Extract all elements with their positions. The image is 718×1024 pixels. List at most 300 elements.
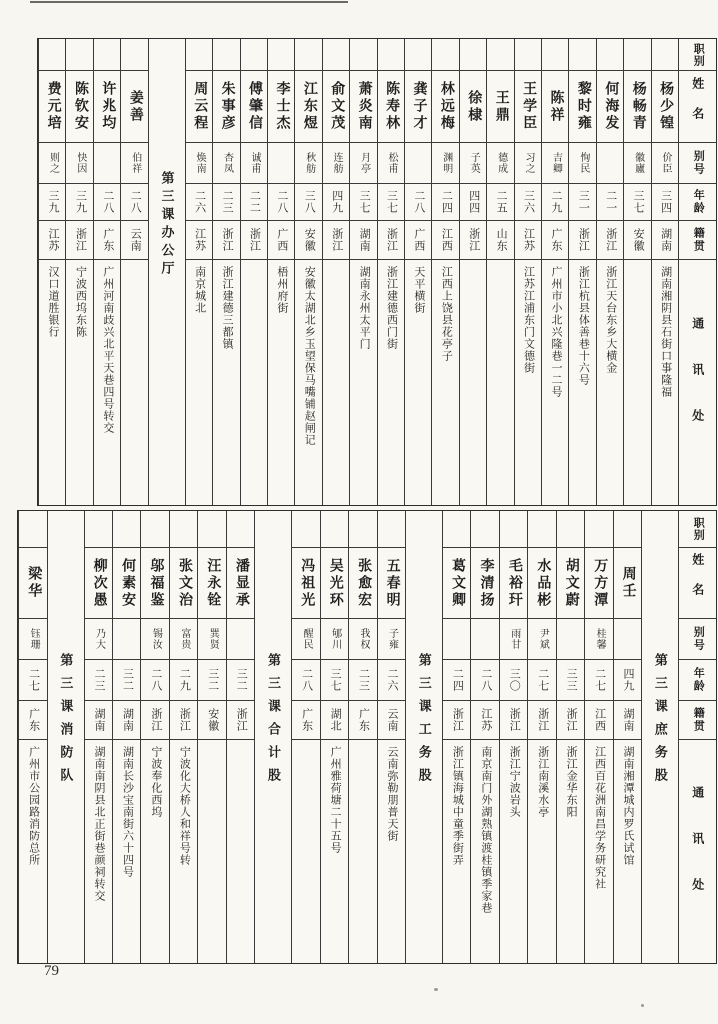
alias-cell [652, 143, 678, 184]
position-cell [39, 39, 65, 71]
age-cell [39, 184, 65, 221]
section-column [405, 511, 442, 963]
native-place-cell [597, 221, 623, 260]
age-cell-text: 三二 [121, 668, 134, 692]
alias-cell-text: 子雍 [386, 628, 398, 650]
header-contact-label: 通讯处 [690, 785, 705, 924]
person-column [541, 39, 568, 505]
alias-cell [323, 143, 349, 184]
alias-cell [19, 619, 46, 660]
address-cell-text: 汉口道胜银行 [47, 266, 60, 338]
age-cell [460, 184, 486, 221]
address-cell [268, 260, 294, 505]
alias-cell-text: 雨甘 [508, 628, 520, 650]
age-cell [378, 184, 404, 221]
address-cell [471, 740, 498, 963]
name-cell [323, 71, 349, 143]
person-column [291, 511, 319, 963]
native-place-cell-text: 江苏 [193, 228, 206, 252]
native-place-cell-text: 广西 [275, 228, 288, 252]
scan-speck [434, 988, 438, 991]
native-place-cell-text: 广东 [27, 708, 40, 732]
address-cell [213, 260, 239, 505]
age-cell-text: 三一 [577, 190, 590, 214]
native-place-cell-text: 湖南 [358, 228, 371, 252]
person-column [584, 511, 612, 963]
header-contact-cell [679, 260, 716, 505]
header-column [678, 39, 716, 505]
person-column [294, 39, 321, 505]
person-column [349, 39, 376, 505]
person-column [65, 39, 92, 505]
name-cell [19, 548, 46, 619]
age-cell [227, 660, 254, 701]
native-place-cell [528, 701, 555, 740]
alias-cell [39, 143, 65, 184]
address-cell-text: 湖南湘潭城内罗氏试馆 [622, 746, 635, 866]
position-cell [198, 511, 225, 548]
name-cell-text: 张文治 [176, 557, 192, 609]
name-cell-text: 王学臣 [521, 81, 537, 132]
name-cell-text: 陈祥 [548, 89, 564, 124]
alias-cell [460, 143, 486, 184]
age-cell-text: 二八 [149, 668, 162, 692]
alias-cell [295, 143, 321, 184]
address-cell [542, 260, 568, 505]
person-column [527, 511, 555, 963]
position-cell [141, 511, 168, 548]
alias-cell-text: 杏凤 [221, 152, 233, 174]
position-cell [614, 511, 641, 548]
alias-cell [350, 143, 376, 184]
alias-cell-text: 快因 [74, 152, 86, 174]
address-cell [295, 260, 321, 505]
person-column [322, 39, 349, 505]
section-column [47, 511, 84, 963]
age-cell-text: 三〇 [508, 668, 521, 692]
alias-cell-text: 渊明 [440, 152, 452, 174]
section-label: 第三课庶务股 [652, 653, 668, 791]
name-cell [292, 548, 319, 619]
age-cell [585, 660, 612, 701]
position-cell [542, 39, 568, 71]
alias-cell [198, 619, 225, 660]
roster-table-bottom [17, 510, 717, 964]
age-cell [295, 184, 321, 221]
section-label: 第三课办公厅 [159, 171, 175, 279]
age-cell [121, 184, 147, 221]
header-position-cell [679, 39, 716, 71]
alias-cell-text: 尹斌 [537, 628, 549, 650]
address-cell [349, 740, 376, 963]
position-cell [19, 511, 46, 548]
address-cell-text: 浙江宁波岩头 [508, 746, 521, 818]
alias-cell [624, 143, 650, 184]
native-place-cell [614, 701, 641, 740]
native-place-cell-text: 浙江 [467, 228, 480, 252]
address-cell-text: 浙江天台东乡大横金 [604, 266, 617, 374]
section-column [148, 39, 185, 505]
address-cell-text: 南京南门外湖熟镇渡桂镇季家巷 [479, 746, 492, 914]
native-place-cell-text: 江西 [593, 708, 606, 732]
address-cell-text: 湖南湘阴县石街口事隆福 [659, 266, 672, 398]
age-cell [113, 660, 140, 701]
native-place-cell [652, 221, 678, 260]
person-column [120, 39, 147, 505]
address-cell [443, 740, 470, 963]
position-cell [94, 39, 120, 71]
age-cell [292, 660, 319, 701]
header-alias-cell [679, 619, 716, 660]
roster-table-top [37, 38, 717, 506]
position-cell [557, 511, 584, 548]
address-cell [39, 260, 65, 505]
position-cell [268, 39, 294, 71]
alias-cell-text: 巽贤 [207, 628, 219, 650]
header-contact-label: 通讯处 [690, 316, 705, 455]
age-cell-text: 二九 [178, 668, 191, 692]
native-place-cell [227, 701, 254, 740]
address-cell [515, 260, 541, 505]
address-cell [528, 740, 555, 963]
position-cell [349, 511, 376, 548]
native-place-cell [321, 701, 348, 740]
alias-cell-text: 吉卿 [550, 152, 562, 174]
address-cell [569, 260, 595, 505]
age-cell-text: 三九 [74, 190, 87, 214]
address-cell-text: 浙江建德西门街 [385, 266, 398, 350]
native-place-cell [268, 221, 294, 260]
address-cell-text: 湖南南阴县北正街巷颜祠转交 [93, 746, 106, 902]
age-cell-text: 三三 [565, 668, 578, 692]
name-cell [652, 71, 678, 143]
address-cell-text: 湖南永州太平门 [358, 266, 371, 350]
native-place-cell [557, 701, 584, 740]
alias-cell-text: 习之 [523, 152, 535, 174]
header-name-cell [679, 71, 716, 143]
address-cell [241, 260, 267, 505]
name-cell [321, 548, 348, 619]
age-cell-text: 二六 [193, 190, 206, 214]
age-cell [569, 184, 595, 221]
name-cell [170, 548, 197, 619]
age-cell [405, 184, 431, 221]
alias-cell [85, 619, 112, 660]
position-cell [500, 511, 527, 548]
name-cell-text: 李士杰 [274, 81, 290, 132]
native-place-cell-text: 江苏 [47, 228, 60, 252]
name-cell [39, 71, 65, 143]
person-column [568, 39, 595, 505]
person-column [377, 511, 405, 963]
name-cell [268, 71, 294, 143]
name-cell-text: 姜善 [127, 89, 143, 124]
name-cell-text: 周云程 [192, 81, 208, 132]
name-cell [141, 548, 168, 619]
alias-cell [349, 619, 376, 660]
alias-cell-text: 德成 [495, 152, 507, 174]
person-column [556, 511, 584, 963]
address-cell [292, 740, 319, 963]
position-cell [350, 39, 376, 71]
position-cell [295, 39, 321, 71]
position-cell [241, 39, 267, 71]
age-cell-text: 三二 [206, 668, 219, 692]
alias-cell-text: 醒民 [301, 628, 313, 650]
header-name-label: 姓名 [690, 553, 705, 613]
name-cell [66, 71, 92, 143]
native-place-cell-text: 安徽 [303, 228, 316, 252]
address-cell-text: 广州市公园路消防总所 [27, 746, 40, 866]
alias-cell-text: 我权 [358, 628, 370, 650]
age-cell-text: 三八 [303, 190, 316, 214]
address-cell-text: 浙江金华东阳 [565, 746, 578, 818]
alias-cell-text: 乃大 [93, 628, 105, 650]
alias-cell [405, 143, 431, 184]
address-cell [557, 740, 584, 963]
header-name-cell [679, 548, 716, 619]
address-cell-text: 江苏江浦东门文德街 [522, 266, 535, 374]
name-cell [186, 71, 212, 143]
age-cell [321, 660, 348, 701]
address-cell [113, 740, 140, 963]
age-cell-text: 二六 [385, 668, 398, 692]
header-alias-cell [679, 143, 716, 184]
native-place-cell-text: 安徽 [632, 228, 645, 252]
native-place-cell [405, 221, 431, 260]
name-cell [557, 548, 584, 619]
native-place-cell [323, 221, 349, 260]
address-cell [170, 740, 197, 963]
position-cell [652, 39, 678, 71]
address-cell [186, 260, 212, 505]
address-cell [500, 740, 527, 963]
native-place-cell [19, 701, 46, 740]
name-cell-text: 胡文蔚 [563, 557, 579, 609]
age-cell [597, 184, 623, 221]
age-cell-text: 二九 [549, 190, 562, 214]
position-cell [460, 39, 486, 71]
section-label: 第三课工务股 [416, 653, 432, 791]
address-cell-text: 广州河南歧兴北平天巷四号转交 [101, 266, 114, 434]
section-column [641, 511, 678, 963]
age-cell-text: 二三 [221, 190, 234, 214]
position-cell [569, 39, 595, 71]
age-cell [487, 184, 513, 221]
name-cell-text: 张愈宏 [356, 557, 372, 609]
name-cell-text: 龚子才 [411, 81, 427, 132]
native-place-cell-text: 浙江 [330, 228, 343, 252]
address-cell [323, 260, 349, 505]
header-age-label: 年龄 [692, 189, 705, 215]
native-place-cell-text: 广东 [357, 708, 370, 732]
address-cell [350, 260, 376, 505]
age-cell-text: 二七 [593, 668, 606, 692]
name-cell-text: 何海发 [603, 81, 619, 132]
address-cell [624, 260, 650, 505]
alias-cell [94, 143, 120, 184]
age-cell-text: 二五 [495, 190, 508, 214]
age-cell [323, 184, 349, 221]
person-column [596, 39, 623, 505]
age-cell [198, 660, 225, 701]
alias-cell [569, 143, 595, 184]
age-cell-text: 二八 [275, 190, 288, 214]
age-cell-text: 三七 [358, 190, 371, 214]
native-place-cell [349, 701, 376, 740]
header-native-place-label: 籍贯 [692, 707, 705, 733]
age-cell-text: 二八 [101, 190, 114, 214]
native-place-cell-text: 广东 [549, 228, 562, 252]
native-place-cell [113, 701, 140, 740]
name-cell-text: 林远梅 [438, 81, 454, 132]
position-cell [186, 39, 212, 71]
alias-cell-text: 松甫 [385, 152, 397, 174]
address-cell [19, 740, 46, 963]
alias-cell [614, 619, 641, 660]
name-cell-text: 萧炎南 [356, 81, 372, 132]
position-cell [323, 39, 349, 71]
age-cell-text: 二七 [27, 668, 40, 692]
address-cell [597, 260, 623, 505]
alias-cell [515, 143, 541, 184]
name-cell-text: 朱事彦 [219, 81, 235, 132]
name-cell [432, 71, 458, 143]
name-cell [85, 548, 112, 619]
age-cell-text: 二七 [536, 668, 549, 692]
age-cell [614, 660, 641, 701]
native-place-cell-text: 云南 [129, 228, 142, 252]
name-cell [542, 71, 568, 143]
native-place-cell [378, 221, 404, 260]
header-age-cell [679, 184, 716, 221]
alias-cell [113, 619, 140, 660]
native-place-cell-text: 江苏 [522, 228, 535, 252]
alias-cell-text: 子英 [468, 152, 480, 174]
age-cell [378, 660, 405, 701]
age-cell-text: 三四 [659, 190, 672, 214]
age-cell [432, 184, 458, 221]
address-cell-text: 宁波化大桥人和祥号转 [178, 746, 191, 866]
name-cell [198, 548, 225, 619]
name-cell-text: 陈钦安 [73, 81, 89, 132]
name-cell-text: 潘显承 [233, 557, 249, 609]
person-column [212, 39, 239, 505]
age-cell-text: 四四 [467, 190, 480, 214]
position-cell [85, 511, 112, 548]
native-place-cell [292, 701, 319, 740]
address-cell [405, 260, 431, 505]
address-cell [66, 260, 92, 505]
native-place-cell-text: 浙江 [149, 708, 162, 732]
person-column [93, 39, 120, 505]
age-cell-text: 三七 [329, 668, 342, 692]
name-cell-text: 傅肇信 [247, 81, 263, 132]
age-cell [19, 660, 46, 701]
name-cell-text: 李清扬 [478, 557, 494, 609]
person-column [442, 511, 470, 963]
name-cell-text: 杨畅青 [630, 81, 646, 132]
name-cell-text: 何素安 [120, 557, 136, 609]
section-column [254, 511, 291, 963]
person-column [197, 511, 225, 963]
address-cell-text: 梧州府街 [275, 266, 288, 314]
age-cell [141, 660, 168, 701]
person-column [459, 39, 486, 505]
person-column [18, 511, 46, 963]
header-position-cell [679, 511, 716, 548]
address-cell-text: 南京城北 [193, 266, 206, 314]
position-cell [378, 39, 404, 71]
address-cell-text: 广州市小北兴隆巷一二号 [549, 266, 562, 398]
position-cell [487, 39, 513, 71]
age-cell [557, 660, 584, 701]
position-cell [213, 39, 239, 71]
age-cell-text: 二八 [412, 190, 425, 214]
age-cell-text: 二一 [604, 190, 617, 214]
age-cell-text: 二八 [479, 668, 492, 692]
alias-cell [321, 619, 348, 660]
name-cell-text: 五春明 [384, 557, 400, 609]
position-cell [432, 39, 458, 71]
person-column [377, 39, 404, 505]
native-place-cell [170, 701, 197, 740]
person-column [84, 511, 112, 963]
page-number: 79 [44, 963, 59, 979]
address-cell-text: 浙江建德三都镇 [221, 266, 234, 350]
header-contact-cell [679, 740, 716, 963]
age-cell-text: 二八 [129, 190, 142, 214]
address-cell-text: 浙江杭县体善巷十六号 [577, 266, 590, 386]
alias-cell [292, 619, 319, 660]
native-place-cell [350, 221, 376, 260]
address-cell-text: 浙江镇海城中童季街弄 [451, 746, 464, 866]
name-cell [569, 71, 595, 143]
age-cell-text: 二三 [93, 668, 106, 692]
native-place-cell [378, 701, 405, 740]
alias-cell [432, 143, 458, 184]
age-cell-text: 二八 [300, 668, 313, 692]
alias-cell [141, 619, 168, 660]
name-cell [295, 71, 321, 143]
name-cell-text: 邬福鉴 [148, 557, 164, 609]
age-cell [350, 184, 376, 221]
address-cell [614, 740, 641, 963]
person-column [169, 511, 197, 963]
native-place-cell-text: 江苏 [479, 708, 492, 732]
header-native-place-cell [679, 221, 716, 260]
position-cell [121, 39, 147, 71]
person-column [240, 39, 267, 505]
header-age-label: 年龄 [692, 667, 705, 693]
native-place-cell [121, 221, 147, 260]
alias-cell [268, 143, 294, 184]
age-cell [268, 184, 294, 221]
person-column [431, 39, 458, 505]
name-cell [113, 548, 140, 619]
name-cell [460, 71, 486, 143]
address-cell-text: 天平横街 [412, 266, 425, 314]
person-column [226, 511, 254, 963]
name-cell [487, 71, 513, 143]
age-cell [515, 184, 541, 221]
age-cell-text: 三七 [632, 190, 645, 214]
native-place-cell-text: 浙江 [451, 708, 464, 732]
person-column [267, 39, 294, 505]
age-cell [652, 184, 678, 221]
person-column [348, 511, 376, 963]
header-name-label: 姓名 [690, 76, 705, 137]
